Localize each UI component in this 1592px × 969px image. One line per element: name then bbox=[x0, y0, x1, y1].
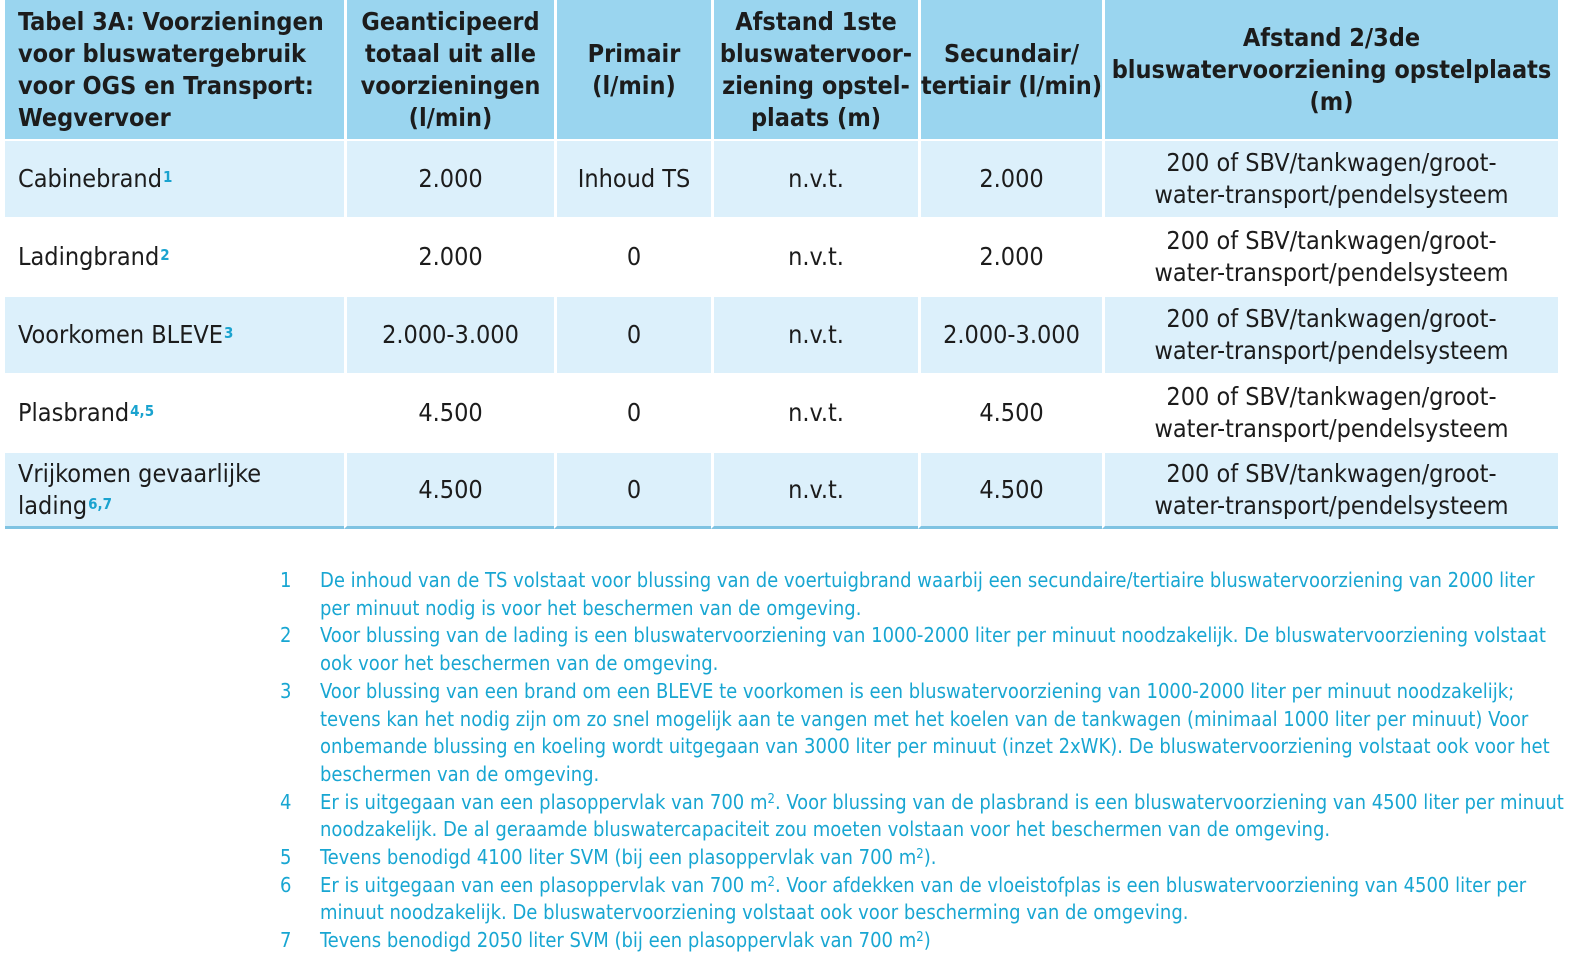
table-row bbox=[5, 373, 1558, 451]
footnote-ref: 6,7 bbox=[88, 494, 113, 513]
footnote-text-post: . Voor blussing van de plasbrand is een bluswatervoorziening van 4500 liter per minuut noodzakelijk. De al geraamde bluswatercapaciteit zou moeten volstaan voor het beschermen van de omgeving. bbox=[320, 789, 1564, 842]
footnote-number: 1 bbox=[280, 568, 292, 592]
afstand-line: 200 of SBV/tankwagen/groot- bbox=[1166, 148, 1497, 177]
cell-primair: 0 bbox=[554, 295, 711, 373]
row-label-cell bbox=[5, 139, 344, 217]
footnote-text bbox=[320, 927, 1565, 955]
table-row bbox=[5, 295, 1558, 373]
footnote-text-pre: Er is uitgegaan van een plasoppervlak van 700 m bbox=[320, 789, 768, 814]
table-row bbox=[5, 451, 1558, 529]
row-label-cell bbox=[5, 373, 344, 451]
header-primair: Primair (l/min) bbox=[554, 0, 711, 139]
footnote bbox=[280, 567, 1565, 622]
cell-secundair: 2.000-3.000 bbox=[918, 295, 1102, 373]
footnotes bbox=[280, 567, 1565, 955]
header-afstand-1ste: Afstand 1ste bluswatervoor-ziening opstel-plaats (m) bbox=[711, 0, 918, 139]
footnote-text bbox=[320, 789, 1565, 844]
cell-total: 4.500 bbox=[344, 373, 554, 451]
row-label: Voorkomen BLEVE bbox=[18, 320, 223, 349]
footnote-text-pre: Er is uitgegaan van een plasoppervlak van 700 m bbox=[320, 872, 768, 897]
superscript: 2 bbox=[767, 874, 775, 890]
cell-total: 2.000-3.000 bbox=[344, 295, 554, 373]
cell-afstand-1ste: n.v.t. bbox=[711, 451, 918, 529]
row-label: Ladingbrand bbox=[18, 242, 160, 271]
footnote-ref: 3 bbox=[224, 324, 234, 342]
footnote-text-post: ) bbox=[923, 928, 931, 953]
footnote-number: 6 bbox=[280, 872, 292, 897]
cell-primair: 0 bbox=[554, 373, 711, 451]
header-secundair: Secundair/ tertiair (l/min) bbox=[918, 0, 1102, 139]
footnote bbox=[280, 872, 1565, 927]
table-title-cell bbox=[5, 0, 344, 139]
cell-afstand-2-3de bbox=[1102, 217, 1558, 295]
cell-afstand-1ste: n.v.t. bbox=[711, 295, 918, 373]
table-header-row bbox=[5, 0, 1558, 139]
footnote-number: 3 bbox=[280, 678, 292, 703]
afstand-line: water-transport/pendelsysteem bbox=[1154, 414, 1509, 443]
cell-primair: 0 bbox=[554, 217, 711, 295]
footnote-ref: 4,5 bbox=[130, 402, 155, 420]
cell-total: 4.500 bbox=[344, 451, 554, 529]
row-label-cell bbox=[5, 217, 344, 295]
cell-total: 2.000 bbox=[344, 217, 554, 295]
footnote-number: 5 bbox=[280, 845, 292, 870]
afstand-line: water-transport/pendelsysteem bbox=[1154, 180, 1509, 209]
footnote bbox=[280, 927, 1565, 955]
afstand-line: 200 of SBV/tankwagen/groot- bbox=[1166, 304, 1497, 333]
footnote bbox=[280, 844, 1565, 872]
footnote-text-pre: Tevens benodigd 4100 liter SVM (bij een plasoppervlak van 700 m bbox=[320, 845, 917, 870]
cell-secundair: 2.000 bbox=[918, 139, 1102, 217]
cell-primair: Inhoud TS bbox=[554, 139, 711, 217]
afstand-line: 200 of SBV/tankwagen/groot- bbox=[1166, 226, 1497, 255]
footnote-text-post: . Voor afdekken van de vloeistofplas is een bluswatervoorziening van 4500 liter per minuut noodzakelijk. De bluswatervoorziening volstaat ook voor bescherming van de omgeving. bbox=[320, 872, 1527, 925]
afstand-line: 200 of SBV/tankwagen/groot- bbox=[1166, 382, 1497, 411]
cell-afstand-1ste: n.v.t. bbox=[711, 373, 918, 451]
header-geanticipeerd: Geanticipeerd totaal uit alle voorzieningen (l/min) bbox=[344, 0, 554, 139]
footnote bbox=[280, 678, 1565, 789]
cell-afstand-2-3de bbox=[1102, 139, 1558, 217]
table-row bbox=[5, 217, 1558, 295]
cell-total: 2.000 bbox=[344, 139, 554, 217]
superscript: 2 bbox=[916, 930, 924, 946]
superscript: 2 bbox=[767, 791, 775, 807]
table-row bbox=[5, 139, 1558, 217]
footnote-text bbox=[320, 872, 1565, 927]
footnote-text: Voor blussing van een brand om een BLEVE te voorkomen is een bluswatervoorziening van 1000-2000 liter per minuut noodzakelijk; tevens kan het nodig zijn om zo snel mogelijk aan te vangen met het koelen van de tankwagen (minimaal 1000 liter per minuut) Voor onbemande blussing en koeling wordt uitgegaan van 3000 liter per minuut (inzet 2xWK). De bluswatervoorziening volstaat ook voor het beschermen van de omgeving. bbox=[320, 678, 1550, 786]
footnote bbox=[280, 789, 1565, 844]
table-title: Voorzieningen voor bluswatergebruik voor OGS en Transport: Wegvervoer bbox=[18, 6, 324, 132]
footnote-text-pre: Tevens benodigd 2050 liter SVM (bij een plasoppervlak van 700 m bbox=[320, 928, 917, 953]
footnote-ref: 1 bbox=[162, 168, 173, 186]
cell-secundair: 4.500 bbox=[918, 373, 1102, 451]
afstand-line: water-transport/pendelsysteem bbox=[1154, 336, 1509, 365]
row-label-cell bbox=[5, 451, 344, 529]
footnote-text-post: ). bbox=[923, 845, 937, 870]
footnote-number: 2 bbox=[280, 623, 292, 648]
footnote-ref: 2 bbox=[160, 246, 170, 264]
row-label: Plasbrand bbox=[18, 398, 130, 427]
row-label: Vrijkomen gevaarlijke lading bbox=[18, 458, 262, 520]
cell-secundair: 2.000 bbox=[918, 217, 1102, 295]
cell-afstand-1ste: n.v.t. bbox=[711, 139, 918, 217]
footnote-number: 7 bbox=[280, 928, 292, 953]
superscript: 2 bbox=[916, 847, 924, 863]
footnote-text: De inhoud van de TS volstaat voor blussing van de voertuigbrand waarbij een secundaire/tertiaire bluswatervoorziening van 2000 liter per minuut nodig is voor het beschermen van de omgeving. bbox=[320, 568, 1535, 620]
header-afstand-2-3de: Afstand 2/3de bluswatervoorziening opstelplaats (m) bbox=[1102, 0, 1558, 139]
cell-afstand-2-3de bbox=[1102, 451, 1558, 529]
afstand-line: water-transport/pendelsysteem bbox=[1154, 490, 1509, 520]
afstand-line: water-transport/pendelsysteem bbox=[1154, 258, 1509, 287]
row-label: Cabinebrand bbox=[18, 164, 162, 193]
cell-afstand-2-3de bbox=[1102, 295, 1558, 373]
cell-primair: 0 bbox=[554, 451, 711, 529]
bluswater-table bbox=[5, 0, 1558, 529]
cell-afstand-1ste: n.v.t. bbox=[711, 217, 918, 295]
afstand-line: 200 of SBV/tankwagen/groot- bbox=[1166, 458, 1497, 488]
footnote-number: 4 bbox=[280, 789, 292, 814]
row-label-cell bbox=[5, 295, 344, 373]
cell-secundair: 4.500 bbox=[918, 451, 1102, 529]
cell-afstand-2-3de bbox=[1102, 373, 1558, 451]
footnote bbox=[280, 622, 1565, 677]
footnote-text: Voor blussing van de lading is een bluswatervoorziening van 1000-2000 liter per minuut noodzakelijk. De bluswatervoorziening volstaat ook voor het beschermen van de omgeving. bbox=[320, 623, 1546, 676]
table-title-prefix: Tabel 3A: bbox=[18, 6, 135, 36]
footnote-text bbox=[320, 844, 1565, 872]
